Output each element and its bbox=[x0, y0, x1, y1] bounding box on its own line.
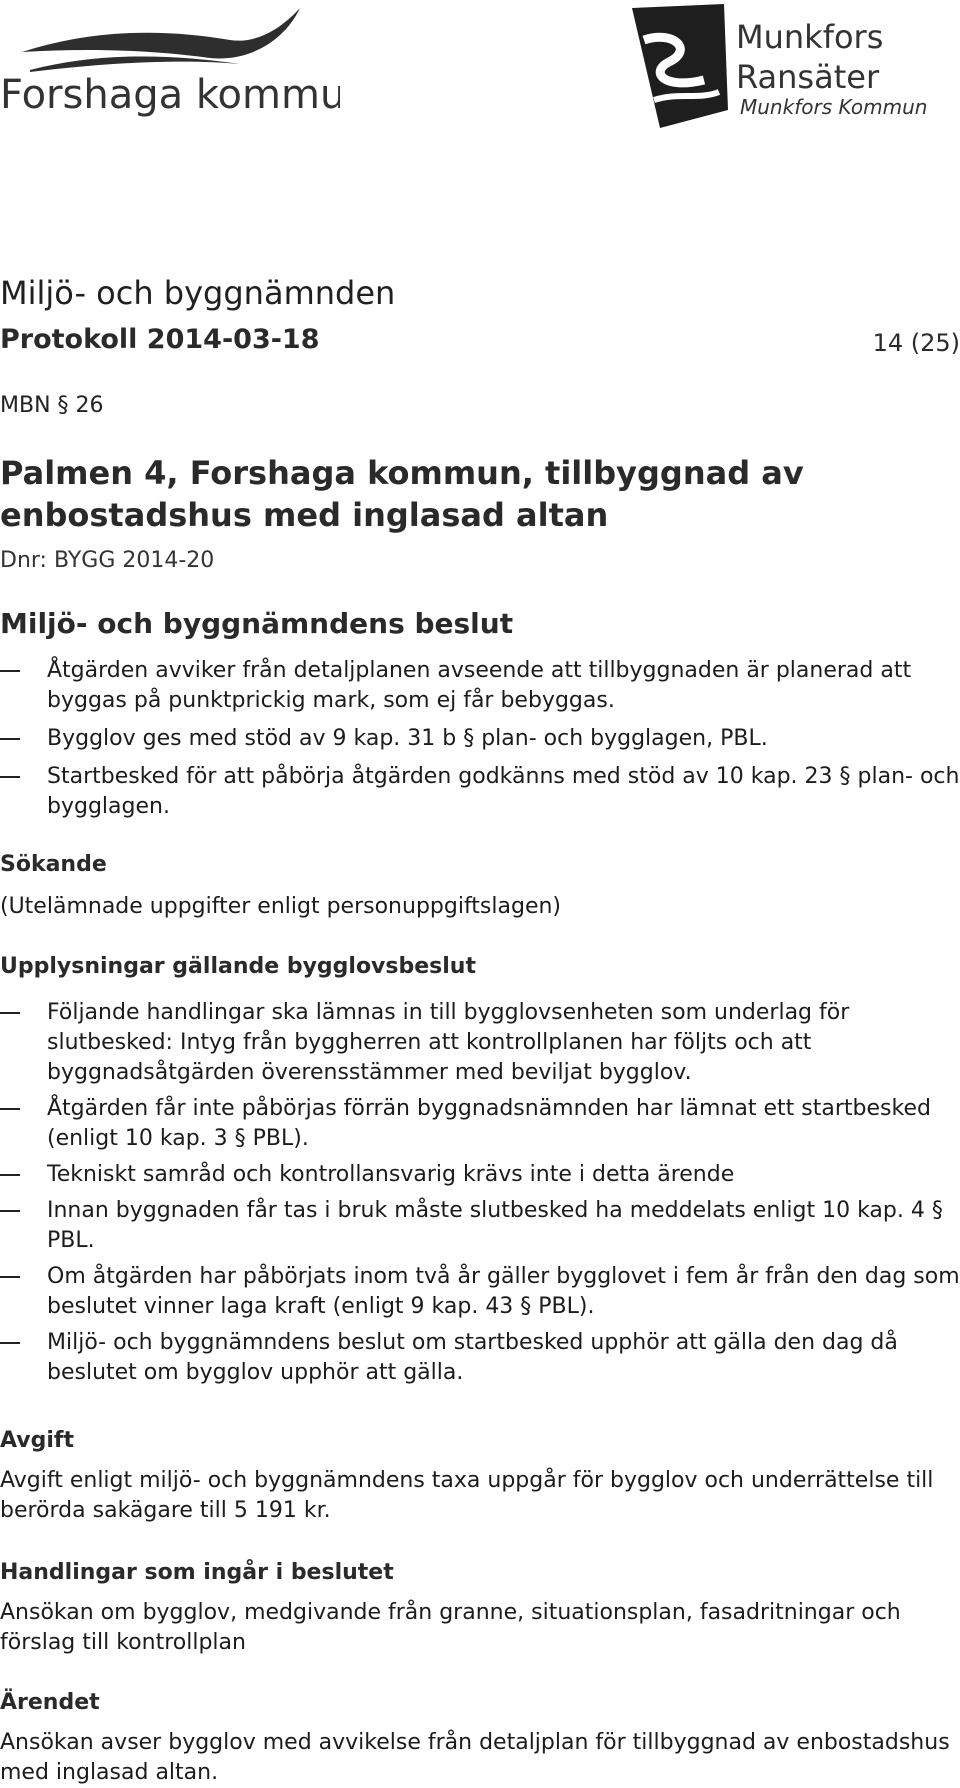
applicant-heading: Sökande bbox=[0, 852, 107, 877]
list-item: Om åtgärden har påbörjats inom två år gäller bygglovet i fem år från den dag som beslutet vinner laga kraft (enligt 9 kap. 43 § PBL). bbox=[0, 1262, 960, 1322]
list-item: Startbesked för att påbörja åtgärden godkänns med stöd av 10 kap. 23 § plan- och bygglagen. bbox=[0, 762, 960, 822]
documents-text: Ansökan om bygglov, medgivande från granne, situationsplan, fasadritningar och förslag till kontrollplan bbox=[0, 1600, 901, 1655]
protocol-date: Protokoll 2014-03-18 bbox=[0, 324, 320, 355]
fee-text: Avgift enligt miljö- och byggnämndens taxa uppgår för bygglov och underrättelse till berörda sakägare till 5 191 kr. bbox=[0, 1468, 934, 1523]
list-item: Tekniskt samråd och kontrollansvarig krävs inte i detta ärende bbox=[0, 1160, 960, 1190]
section-reference: MBN § 26 bbox=[0, 393, 104, 418]
ransater-logo-line2: Ransäter bbox=[736, 58, 880, 96]
page-number: 14 (25) bbox=[872, 329, 960, 357]
decision-list bbox=[0, 656, 960, 830]
dash-icon bbox=[0, 738, 20, 740]
decision-heading: Miljö- och byggnämndens beslut bbox=[0, 607, 514, 640]
list-item: Följande handlingar ska lämnas in till bygglovsenheten som underlag för slutbesked: Intyg från byggherren att kontrollplanen har följts och att byggnadsåtgärden överensstämmer med beviljat bygglov. bbox=[0, 998, 960, 1088]
list-item: Åtgärden får inte påbörjas förrän byggnadsnämnden har lämnat ett startbesked (enligt 10 kap. 3 § PBL). bbox=[0, 1094, 960, 1154]
info-heading: Upplysningar gällande bygglovsbeslut bbox=[0, 954, 476, 979]
munkfors-river-emblem-icon bbox=[624, 0, 960, 135]
list-item: Åtgärden avviker från detaljplanen avseende att tillbyggnaden är planerad att byggas på punktprickig mark, som ej får bebyggas. bbox=[0, 656, 960, 716]
forshaga-swoosh-logo-icon bbox=[0, 0, 340, 120]
dash-icon bbox=[0, 1012, 20, 1014]
list-item: Innan byggnaden får tas i bruk måste slutbesked ha meddelats enligt 10 kap. 4 § PBL. bbox=[0, 1196, 960, 1256]
dash-icon bbox=[0, 670, 20, 672]
list-item: Miljö- och byggnämndens beslut om startbesked upphör att gälla den dag då beslutet om bygglov upphör att gälla. bbox=[0, 1328, 960, 1388]
list-item: Bygglov ges med stöd av 9 kap. 31 b § plan- och bygglagen, PBL. bbox=[0, 724, 960, 754]
dash-icon bbox=[0, 1210, 20, 1212]
dash-icon bbox=[0, 1174, 20, 1176]
munkfors-kommun-logo-line3: Munkfors Kommun bbox=[740, 95, 928, 119]
case-dnr: Dnr: BYGG 2014-20 bbox=[0, 548, 215, 573]
info-list bbox=[0, 998, 960, 1394]
dash-icon bbox=[0, 776, 20, 778]
matter-heading: Ärendet bbox=[0, 1690, 100, 1715]
forshaga-logo-text: Forshaga kommun bbox=[0, 72, 340, 118]
documents-heading: Handlingar som ingår i beslutet bbox=[0, 1560, 394, 1585]
case-title-line1: Palmen 4, Forshaga kommun, tillbyggnad av bbox=[0, 454, 804, 492]
committee-title: Miljö- och byggnämnden bbox=[0, 274, 396, 312]
case-title-line2: enbostadshus med inglasad altan bbox=[0, 496, 609, 534]
fee-heading: Avgift bbox=[0, 1428, 74, 1453]
munkfors-logo-line1: Munkfors bbox=[736, 18, 884, 56]
matter-text: Ansökan avser bygglov med avvikelse från detaljplan för tillbyggnad av enbostadshus med inglasad altan. bbox=[0, 1730, 950, 1785]
dash-icon bbox=[0, 1108, 20, 1110]
case-title bbox=[0, 452, 900, 536]
forshaga-kommun-logo bbox=[0, 0, 340, 120]
munkfors-ransater-logo bbox=[624, 0, 960, 135]
dash-icon bbox=[0, 1276, 20, 1278]
applicant-text: (Utelämnade uppgifter enligt personuppgiftslagen) bbox=[0, 894, 562, 919]
dash-icon bbox=[0, 1342, 20, 1344]
